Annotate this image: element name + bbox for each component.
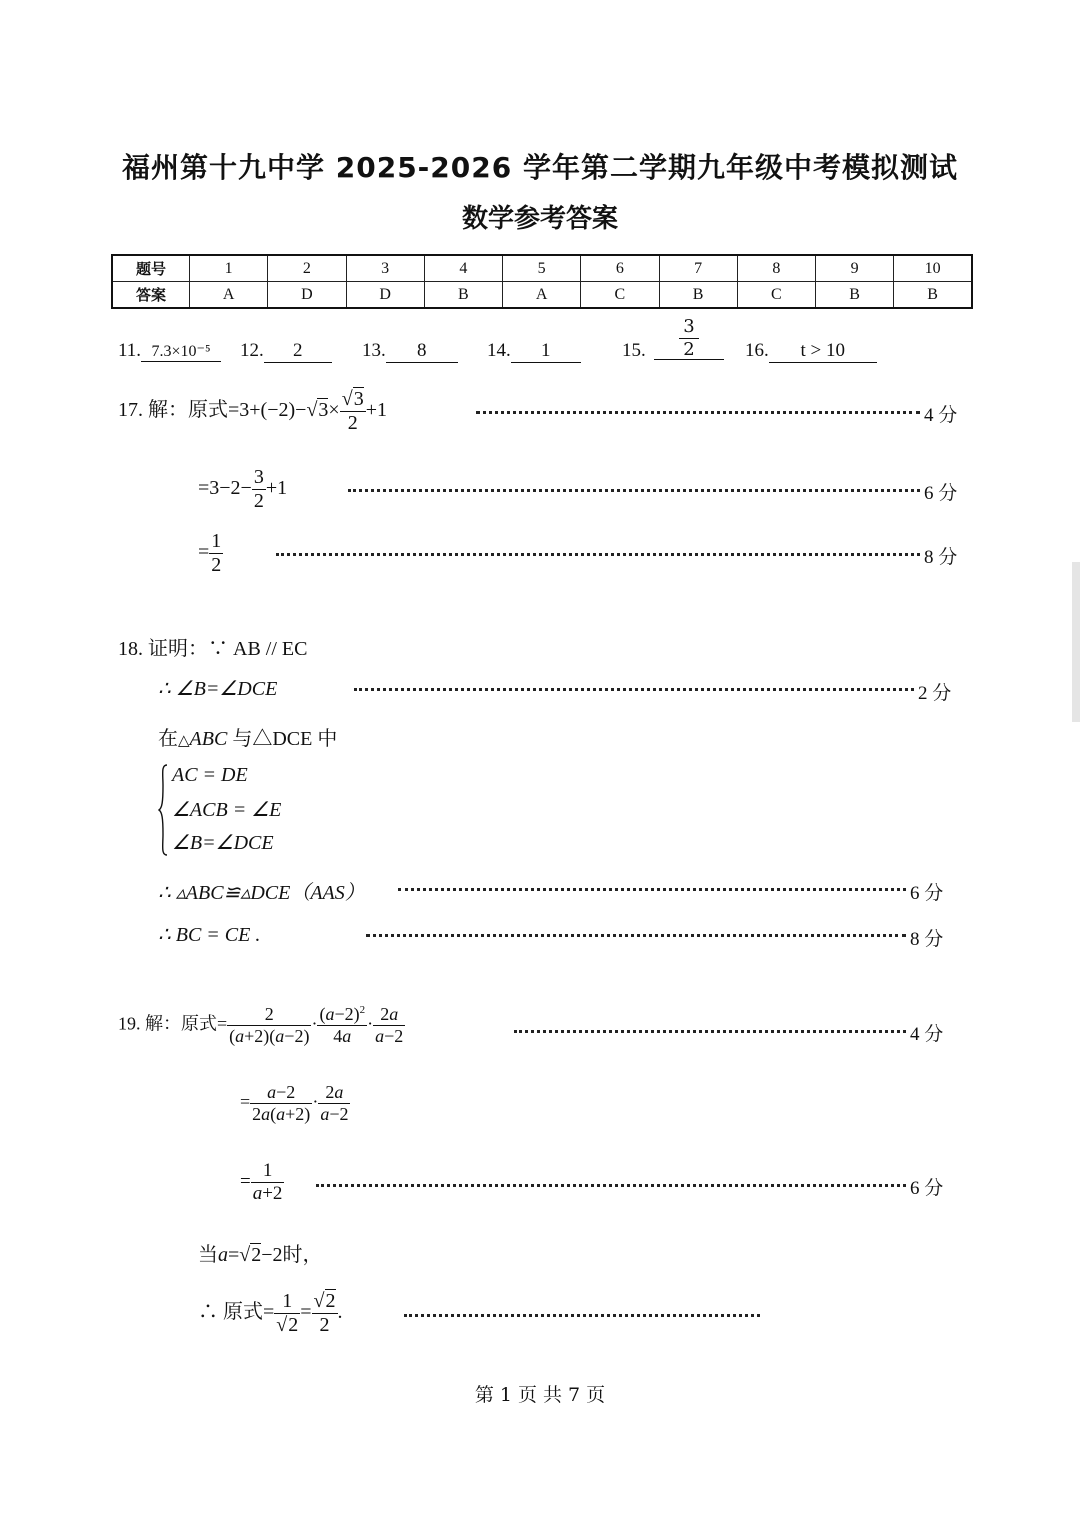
table-cell: 5	[503, 255, 581, 282]
table-cell: B	[894, 282, 972, 309]
q17-line1: 17. 解：原式=3+(−2)−√3× $\frac{√3}{2}$ +1	[118, 388, 387, 434]
row-header: 题号	[112, 255, 190, 282]
table-cell: 3	[346, 255, 424, 282]
dot-leader	[398, 888, 906, 891]
question-number: 12.	[240, 340, 264, 361]
table-cell: 10	[894, 255, 972, 282]
fraction-denominator: 2	[683, 339, 695, 360]
table-cell: B	[659, 282, 737, 309]
score-label: 2 分	[918, 683, 952, 704]
question-number: 16.	[745, 340, 769, 361]
when-text-2: 时，	[282, 1244, 323, 1266]
table-row-numbers	[112, 255, 972, 282]
table-cell: D	[346, 282, 424, 309]
q19-when: 当a=√2−2时，	[198, 1244, 323, 1266]
q19-label: 19. 解：原式	[118, 1013, 217, 1034]
fill-item-11	[118, 340, 221, 362]
table-cell: B	[816, 282, 894, 309]
question-number: 13.	[362, 340, 386, 361]
answer-table	[111, 254, 973, 309]
fill-answer: 8	[386, 340, 458, 363]
fill-item-14	[487, 340, 581, 363]
q17-label: 17. 解：原式	[118, 399, 228, 422]
fill-answer: 7.3×10⁻⁵	[141, 341, 221, 362]
q18-step1: ∴ ∠B=∠DCE	[158, 678, 278, 700]
in-text: 在	[158, 728, 178, 750]
final-label: ∴ 原式	[198, 1301, 263, 1324]
table-cell: D	[268, 282, 346, 309]
q17-line3: = $\frac{1}{2}$	[198, 530, 222, 576]
document-subtitle: 数学参考答案	[461, 204, 618, 234]
table-cell: 8	[737, 255, 815, 282]
dot-leader	[404, 1314, 760, 1317]
dot-leader	[316, 1184, 906, 1187]
table-cell: 1	[190, 255, 268, 282]
q17-line2: =3−2− $\frac{3}{2}$ +1	[198, 466, 288, 512]
dot-leader	[476, 411, 920, 414]
fill-item-16	[745, 340, 877, 363]
fill-answer-fraction	[654, 316, 724, 360]
fill-item-13	[362, 340, 458, 363]
table-cell: 2	[268, 255, 346, 282]
and-text: 与△DCE 中	[232, 728, 338, 750]
score-label: 8 分	[910, 929, 944, 950]
table-cell: 7	[659, 255, 737, 282]
dot-leader	[514, 1030, 906, 1033]
score-label: 6 分	[924, 483, 958, 504]
question-number: 11.	[118, 340, 142, 361]
table-cell: 4	[424, 255, 502, 282]
score-label: 6 分	[910, 883, 944, 904]
question-number: 14.	[487, 340, 511, 361]
fraction-numerator: 3	[683, 316, 695, 337]
table-row-answers	[112, 282, 972, 309]
scrollbar-tab[interactable]	[1072, 562, 1080, 722]
q19-final: ∴ 原式= $\frac{1}{√2}$ = $\frac{√2}{2}$ .	[198, 1290, 343, 1336]
score-label: 6 分	[910, 1178, 944, 1199]
page-footer: 第 1 页 共 7 页	[474, 1384, 606, 1406]
table-cell: 6	[581, 255, 659, 282]
dot-leader	[276, 553, 920, 556]
question-number: 15.	[622, 340, 646, 361]
fill-item-12	[240, 340, 332, 363]
dot-leader	[366, 934, 906, 937]
q19-line2: = $\frac{a-2}{2a(a+2)}$ · $\frac{2a}{a-2}$	[240, 1082, 349, 1124]
document-title: 福州第十九中学 2025-2026 学年第二学期九年级中考模拟测试	[122, 151, 958, 184]
brace-icon	[158, 764, 168, 856]
q19-line1: 19. 解：原式= $\frac{2}{(a+2)(a-2)}$ · $\frac{(a-2)^2}{4a}$ · $\frac{2a}{a-2}$	[118, 1004, 404, 1046]
score-label: 4 分	[910, 1024, 944, 1045]
table-cell: C	[737, 282, 815, 309]
score-label: 4 分	[924, 405, 958, 426]
score-label: 8 分	[924, 547, 958, 568]
q18-condition-1: AC = DE	[172, 764, 248, 786]
triangle-name: ABC	[189, 728, 228, 750]
q18-condition-3: ∠B=∠DCE	[172, 832, 274, 854]
when-text: 当	[198, 1244, 218, 1266]
table-cell: B	[424, 282, 502, 309]
table-cell: A	[190, 282, 268, 309]
row-header: 答案	[112, 282, 190, 309]
q18-conclusion: ∴ BC = CE .	[158, 924, 261, 946]
q18-intro: 18. 证明：∵ AB // EC	[118, 638, 308, 660]
fill-answer: 1	[511, 340, 581, 363]
table-cell: 9	[816, 255, 894, 282]
q18-condition-2: ∠ACB = ∠E	[172, 799, 282, 821]
triangle-icon: △	[178, 733, 190, 749]
q18-congruence: ∴ ▵ABC≌▵DCE（AAS）	[158, 882, 365, 904]
fill-answer: 2	[264, 340, 332, 363]
table-cell: C	[581, 282, 659, 309]
dot-leader	[354, 688, 914, 691]
q18-in-triangles	[158, 722, 337, 751]
fill-item-15	[622, 340, 646, 362]
table-cell: A	[503, 282, 581, 309]
q19-line3: = $\frac{1}{a+2}$	[240, 1160, 283, 1204]
dot-leader	[348, 489, 920, 492]
fill-answer: t > 10	[769, 340, 877, 363]
